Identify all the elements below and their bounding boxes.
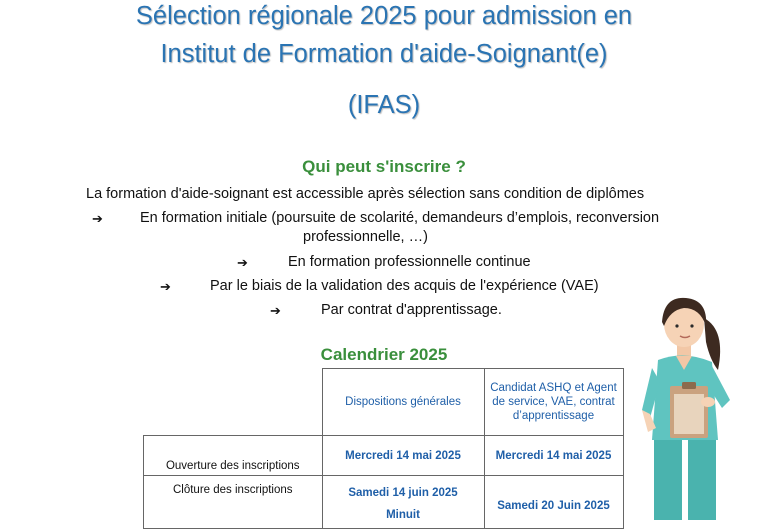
eligibility-item-initial-cont: professionnelle, …) xyxy=(303,229,428,245)
arrow-icon: ➔ xyxy=(237,255,248,270)
eligibility-intro: La formation d'aide-soignant est accessible après sélection sans condition de diplômes xyxy=(86,186,645,202)
nurse-illustration xyxy=(642,290,752,520)
eligibility-item-initial: En formation initiale (poursuite de scolarité, demandeurs d’emplois, reconversion xyxy=(140,210,660,226)
title-line-3: (IFAS) xyxy=(347,91,421,119)
table-row xyxy=(144,476,624,529)
cell-general-ouverture: Mercredi 14 mai 2025 xyxy=(322,436,484,476)
arrow-icon: ➔ xyxy=(270,303,281,318)
eligibility-item-continue: En formation professionnelle continue xyxy=(288,254,531,270)
cell-general-cloture xyxy=(322,476,484,529)
arrow-icon: ➔ xyxy=(160,279,171,294)
cell-general-cloture-extra: Minuit xyxy=(386,509,420,521)
table-row xyxy=(144,436,624,476)
calendar-heading: Calendrier 2025 xyxy=(320,345,448,364)
eligibility-item-vae: Par le biais de la validation des acquis de l'expérience (VAE) xyxy=(210,278,599,294)
cell-ashq-cloture: Samedi 20 Juin 2025 xyxy=(484,476,623,529)
title-line-2: Institut de Formation d'aide-Soignant(e) xyxy=(160,40,608,68)
row-label-cloture: Clôture des inscriptions xyxy=(144,476,323,529)
arrow-icon: ➔ xyxy=(92,211,103,226)
row-label-ouverture: Ouverture des inscriptions xyxy=(144,436,323,476)
eligibility-heading: Qui peut s'inscrire ? xyxy=(302,157,466,176)
column-header-general: Dispositions générales xyxy=(322,369,484,436)
cell-general-cloture-date: Samedi 14 juin 2025 xyxy=(348,487,458,499)
cell-ashq-ouverture: Mercredi 14 mai 2025 xyxy=(484,436,623,476)
calendar-table xyxy=(143,368,624,529)
column-header-ashq: Candidat ASHQ et Agent de service, VAE, contrat d’apprentissage xyxy=(484,369,623,436)
eligibility-item-apprentissage: Par contrat d'apprentissage. xyxy=(321,302,502,318)
title-line-1: Sélection régionale 2025 pour admission en xyxy=(135,2,633,30)
table-corner xyxy=(144,369,323,436)
